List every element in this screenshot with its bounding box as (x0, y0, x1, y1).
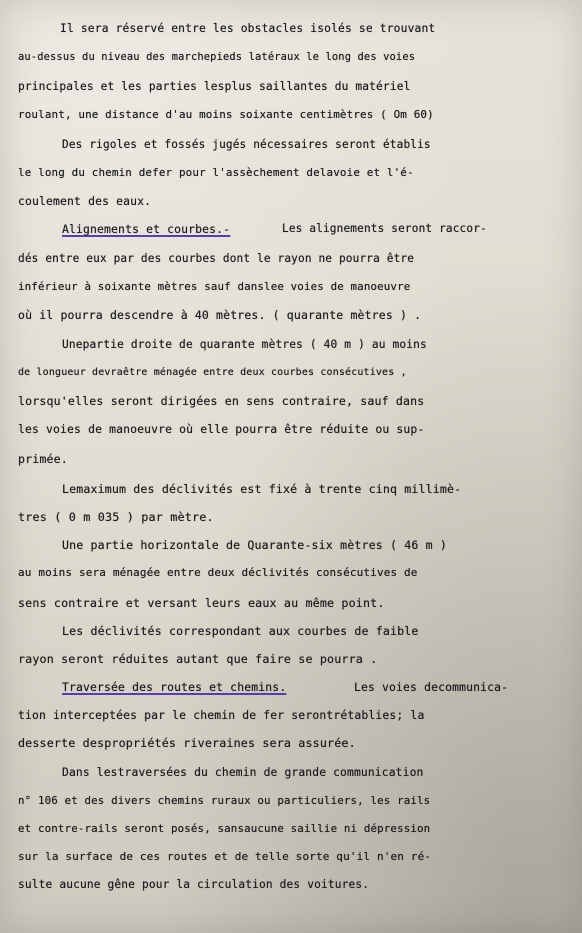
text-line: de longueur devraêtre ménagée entre deux courbes consécutives , (18, 367, 407, 378)
text-line: Des rigoles et fossés jugés nécessaires seront établis (62, 138, 431, 151)
text-line: et contre-rails seront posés, sansaucune saillie ni dépression (18, 822, 431, 835)
text-line: n° 106 et des divers chemins ruraux ou particuliers, les rails (18, 794, 431, 807)
text-line: sulte aucune gêne pour la circulation des voitures. (18, 878, 370, 891)
text-line: Les déclivités correspondant aux courbes de faible (62, 624, 419, 638)
text-line: sens contraire et versant leurs eaux au même point. (18, 596, 385, 610)
text-line: le long du chemin defer pour l'assèchement delavoie et l'é- (18, 166, 414, 179)
text-line: les voies de manoeuvre où elle pourra être réduite ou sup- (18, 422, 425, 436)
text-line: inférieur à soixante mètres sauf danslee voies de manoeuvre (18, 280, 411, 293)
text-line: Une partie horizontale de Quarante-six mètres ( 46 m ) (62, 538, 448, 552)
text-line: Lemaximum des déclivités est fixé à trente cinq millimè- (62, 482, 462, 496)
text-line: au-dessus du niveau des marchepieds latéraux le long des voies (18, 51, 416, 63)
text-line: Les voies decommunica- (354, 680, 509, 694)
section-heading: Traversée des routes et chemins. (62, 680, 287, 694)
text-line: roulant, une distance d'au moins soixante centimètres ( Om 60) (18, 108, 434, 121)
text-line: Dans lestraversées du chemin de grande communication (62, 766, 424, 779)
text-line: dés entre eux par des courbes dont le rayon ne pourra être (18, 252, 415, 265)
text-line: lorsqu'elles seront dirigées en sens contraire, sauf dans (18, 394, 425, 408)
text-line: Il sera réservé entre les obstacles isolés se trouvant (60, 22, 436, 35)
text-line: rayon seront réduites autant que faire se pourra . (18, 652, 378, 666)
text-line: tion interceptées par le chemin de fer serontrétablies; la (18, 708, 425, 722)
text-line: au moins sera ménagée entre deux déclivités consécutives de (18, 566, 418, 579)
text-line: Unepartie droite de quarante mètres ( 40 m ) au moins (62, 338, 427, 351)
text-line: desserte despropriétés riveraines sera assurée. (18, 736, 356, 750)
text-line: où il pourra descendre à 40 mètres. ( quarante mètres ) . (18, 308, 422, 322)
text-line: coulement des eaux. (18, 194, 152, 208)
text-line: principales et les parties lesplus saillantes du matériel (18, 80, 411, 93)
text-line: tres ( 0 m 035 ) par mètre. (18, 510, 214, 524)
section-heading: Alignements et courbes.- (62, 222, 231, 236)
text-line: primée. (18, 452, 68, 466)
text-line: sur la surface de ces routes et de telle sorte qu'il n'en ré- (18, 850, 432, 863)
text-line: Les alignements seront raccor- (282, 222, 487, 235)
